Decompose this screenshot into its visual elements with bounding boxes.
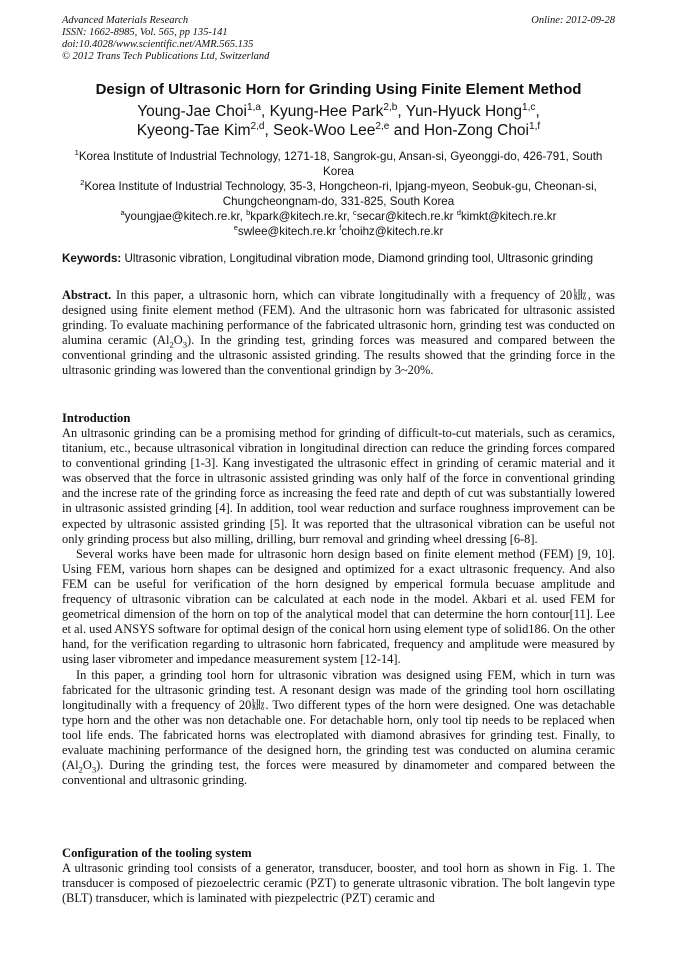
email-line-2: $^e$swlee@kitech.re.kr $^f$choihz@kitech.re.kr <box>233 223 444 238</box>
intro-paragraph-2: Several works have been made for ultrasonic horn design based on finite element method (FEM) [9, 10]. Using FEM, various horn shapes can be designed and optimized for a exact ultrasonic frequency. And also FEM can be useful for verification of the horn designed by emperical formula becuase amplitude and frequency of ultrasonic vibration can be calculated at each node in the model. Akbari et al. used FEM for geometrical dimension of the horn on top of the analytical model that can determine the horn contour[11]. Lee et al. used ANSYS software for optimal design of the conical horn using element type of solid186. On the other hand, for the verification regarding to ultrasonic horn fabricated, frequency and amplitude were measured by using laser vibrometer and impedance measurement system [12-14]. <box>62 546 615 667</box>
email: kpark@kitech.re.kr <box>250 210 347 223</box>
affiliation-1: $^1$Korea Institute of Industrial Technology, 1271-18, Sangrok-gu, Ansan-si, Gyeonggi-do, 426-791, South Korea <box>74 148 603 178</box>
introduction-heading: Introduction <box>62 411 131 425</box>
author: Kyeong-Tae Kim$^{2,d}$, <box>136 120 274 139</box>
configuration-section <box>62 846 615 906</box>
abstract-label: Abstract. <box>62 288 112 302</box>
online-date: Online: 2012-09-28 <box>531 15 615 26</box>
affiliations <box>62 149 615 239</box>
keywords-label: Keywords: <box>62 252 122 265</box>
author: Seok-Woo Lee$^{2,e}$ and <box>273 120 424 139</box>
abstract: Abstract. In this paper, a ultrasonic horn, which can vibrate longitudinally with a frequency of 20㎑, was designed using finite element method (FEM). And the ultrasonic horn was fabricated for ultrasonic assisted grinding. To evaluate machining performance of the fabricated ultrasonic horn, grinding test was conducted on alumina ceramic $(Al_2O_3)$. In the grinding test, grinding forces was measured and compared between the conventional grinding and the ultrasonic assisted grinding. The results showed that the grinding force in the ultrasonic grinding was lowered than the conventional grindign by 3~20%. <box>62 288 616 378</box>
issn-line: ISSN: 1662-8985, Vol. 565, pp 135-141 <box>62 27 228 38</box>
author: Yun-Hyuck Hong$^{1,c}$, <box>405 101 540 120</box>
author: Hon-Zong Choi$^{1,f}$ <box>423 120 541 139</box>
intro-paragraph-3: In this paper, a grinding tool horn for ultrasonic vibration was designed using FEM, which in turn was fabricated for the ultrasonic grinding test. A resonant design was made of the grinding tool horn oscillating longitudinally with a frequency of 20㎑. Two different types of the horn were designed. One was detachable type horn and the other was non detachable one. For detachable horn, only tool tip needs to be replaced when tool life ends. The fabricated horns was electroplated with diamond abrasives for grinding test. Finally, to evaluate machining performance of the designed horn, the grinding test was conducted on alumina ceramic $(Al_2O_3)$. During the grinding test, the forces were measured by dinamometer and compared between the conventional and ultrasonic grinding. <box>62 667 615 788</box>
keywords <box>62 251 615 266</box>
config-paragraph-1: A ultrasonic grinding tool consists of a generator, transducer, booster, and tool horn as shown in Fig. 1. The transducer is composed of piezoelectric ceramic (PZT) to generate ultrasonic vibration. The bolt langevin type (BLT) transducer, which is laminated with piezpelectric (PZT) ceramic and <box>62 861 615 906</box>
author: Young-Jae Choi$^{1,a}$, <box>137 101 270 120</box>
journal-header <box>62 15 615 63</box>
email: kimkt@kitech.re.kr <box>460 210 557 223</box>
email-line-1: $^a$youngjae@kitech.re.kr, $^b$kpark@kitech.re.kr, $^c$secar@kitech.re.kr $^d$kimkt@kitech.re.kr <box>120 208 557 223</box>
email: swlee@kitech.re.kr <box>237 225 336 238</box>
email: choihz@kitech.re.kr <box>341 225 444 238</box>
introduction-section <box>62 411 615 788</box>
email: youngjae@kitech.re.kr <box>124 210 240 223</box>
author-list <box>62 102 615 140</box>
configuration-heading: Configuration of the tooling system <box>62 846 252 860</box>
affiliation-2: $^2$Korea Institute of Industrial Technology, 35-3, Hongcheon-ri, Ipjang-myeon, Seobuk-gu, Cheonan-si, Chungcheongnam-do, 331-825, South Korea <box>80 178 597 208</box>
intro-paragraph-1: An ultrasonic grinding can be a promising method for grinding of difficult-to-cut materials, such as ceramics, titanium, etc., because ultrasonical vibration in longitudinal direction can reduce the grinding forces compared to conventional grinding [1-3]. Kang investigated the ultrasonic effect in grinding of ceramic material and it was observed that the force in ultrasonic assisted grinding was only half of the force in conventional grinding and the increse rate of the grinding force as increasing the feed rate and depth of cut was substantially lowered in ultrasonic assisted grinding [4]. In addition, tool wear reduction and surface roughness improvement can be expected by ultrasonic assisted grinding [5]. It was reported that the ultrasonical vibration can be useful not only grinding process but also milling, drilling, burr removal and grinding wheel dressing [6-8]. <box>62 426 615 546</box>
journal-name: Advanced Materials Research <box>62 15 189 26</box>
copyright-line: © 2012 Trans Tech Publications Ltd, Switzerland <box>62 51 270 62</box>
keywords-text: Ultrasonic vibration, Longitudinal vibration mode, Diamond grinding tool, Ultrasonic grinding <box>124 252 594 265</box>
doi-line: doi:10.4028/www.scientific.net/AMR.565.135 <box>62 39 254 50</box>
email: secar@kitech.re.kr <box>356 210 454 223</box>
author: Kyung-Hee Park$^{2,b}$, <box>269 101 406 120</box>
paper-title: Design of Ultrasonic Horn for Grinding Using Finite Element Method <box>95 81 582 98</box>
